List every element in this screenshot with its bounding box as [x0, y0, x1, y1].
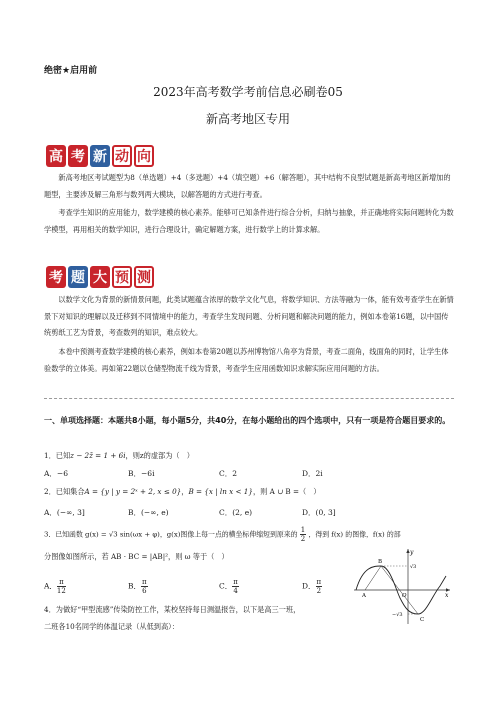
option-label: D． — [302, 581, 316, 591]
q2-option-b[interactable]: B．(−∞, e) — [128, 508, 169, 517]
option-label: B． — [128, 581, 142, 591]
q1-option-c[interactable]: C．2 — [219, 469, 238, 478]
q2-separator: ， — [181, 487, 189, 496]
divider — [44, 398, 454, 399]
page-subtitle: 新高考地区专用 — [205, 112, 290, 126]
q3-option-a[interactable] — [44, 578, 66, 595]
q2-option-c[interactable]: C．(2, e) — [219, 508, 253, 517]
q3-sine-graph — [352, 546, 452, 626]
q1-option-d[interactable]: D．2i — [302, 469, 323, 478]
question-3-stem-line1 — [44, 526, 401, 543]
q3-stem-continue: ，得到 f(x) 的图像，f(x) 的部 — [308, 530, 401, 539]
fraction-denominator: 4 — [233, 587, 238, 595]
banner-char: 测 — [134, 266, 154, 288]
banner-char: 预 — [112, 266, 132, 288]
q2-stem-end: ，则 A ∪ B =（ ） — [252, 487, 321, 496]
banner-char: 向 — [134, 145, 154, 167]
q1-option-b[interactable]: B．−6i — [128, 469, 155, 478]
y-axis-label: y — [410, 549, 414, 556]
question-2-stem — [44, 487, 321, 497]
q3-option-b[interactable] — [128, 578, 148, 595]
forecast-paragraph-2: 本卷中预测考查数学建模的核心素养，例如本卷第20题以苏州博物馆八角亭为背景，考查二面角，线面角的同时，让学生体验数学的立体美。再如第22题以仓储型物流千线为背景，考查学生应用函数知识求解实际应用问题的方法。 — [44, 347, 449, 373]
q1-stem-start: 1．已知 — [44, 451, 71, 460]
forecast-paragraph-1: 以数学文化为背景的新情景问题，此类试题蕴含浓厚的数学文化气息，将数学知识、方法等融为一体，能有效考查学生在新情景下对知识的理解以及迁移到不同情境中的能力，考查学生发现问题、分析问题和解决问题的能力，例如本卷第16题，以中国传统剪纸工艺为背景，考查数列的知识，难点较大。 — [44, 295, 454, 338]
fraction-numerator: π — [142, 578, 147, 586]
intro-paragraph-2: 考查学生知识的应用能力，数学建模的核心素养。能够可已知条件进行综合分析，归纳与抽象，并正确地将实际问题转化为数学模型，再用相关的数学知识，进行合理设计，确定解题方案，进行数学上的计算求解。 — [44, 208, 454, 234]
x-axis-label: x — [445, 592, 449, 599]
q2-option-d[interactable]: D．(0, 3] — [302, 508, 336, 517]
q3-half-fraction — [300, 526, 306, 543]
q1-option-a[interactable]: A．−6 — [44, 469, 68, 478]
intro-paragraph-1: 新高考地区考试题型为8（单选题）+4（多选题）+4（填空题）+6（解答题），其中结构不良型试题是新高考地区新增加的题型，主要涉及解三角形与数列两大模块，以解答题的方式进行考查。 — [44, 173, 451, 199]
q1-formula: z − 2z̄ = 1 + 6i — [70, 451, 126, 460]
banner-char: 大 — [90, 266, 110, 288]
section-heading: 一、单项选择题：本题共8小题，每小题5分，共40分，在每小题给出的四个选项中，只有一项是符合题目要求的。 — [44, 416, 451, 425]
q2-stem-start: 2．已知集合 — [44, 487, 85, 496]
page-title: 2023年高考数学考前信息必刷卷05 — [153, 85, 343, 99]
q2-option-a[interactable]: A．(−∞, 3] — [44, 508, 85, 517]
banner-char: 题 — [68, 266, 88, 288]
banner-char: 高 — [46, 145, 66, 167]
banner-char: 动 — [112, 145, 132, 167]
fraction-numerator: π — [316, 578, 322, 586]
fraction-numerator: 1 — [300, 526, 306, 534]
q3-stem-start: 3．已知函数 g(x) = √3 sin(ωx + φ)，g(x)图像上每一点的横坐标伸缩短到原来的 — [44, 530, 298, 539]
q2-set-a: A = {y | y = 2ˣ + 2, x ≤ 0} — [84, 487, 182, 496]
point-c-label: C — [420, 617, 425, 623]
q3-option-c[interactable] — [219, 578, 239, 595]
fraction-denominator: 2 — [316, 587, 322, 595]
banner-char: 新 — [90, 145, 110, 167]
fraction-denominator: 2 — [300, 535, 306, 543]
banner-char: 考 — [46, 266, 66, 288]
banner-char: 考 — [68, 145, 88, 167]
fraction-denominator: 6 — [142, 587, 147, 595]
point-b-label: B — [378, 559, 383, 565]
q3-option-d[interactable] — [302, 578, 322, 595]
question-4-stem-line2: 二班各10名同学的体温记录（从低到高）： — [44, 622, 179, 631]
y-max-label: √3 — [410, 564, 417, 570]
question-4-stem-line1: 4．为做好“甲型流感”传染防控工作，某校坚持每日测温报告，以下是高三一班， — [44, 605, 301, 614]
y-min-label: −√3 — [392, 612, 403, 618]
fraction-numerator: π — [233, 578, 238, 586]
q2-set-b: B = {x | ln x < 1} — [188, 487, 253, 496]
q1-stem-end: ，则z的虚部为（ ） — [125, 451, 194, 460]
fraction-numerator: π — [57, 578, 66, 587]
secret-label: 绝密★启用前 — [44, 66, 98, 76]
banner-new-trends — [46, 145, 154, 167]
question-1-stem — [44, 451, 194, 461]
point-a-label: A — [362, 593, 366, 599]
fraction-denominator: 12 — [56, 587, 66, 595]
option-label: A． — [44, 581, 57, 591]
option-label: C． — [219, 581, 233, 591]
origin-label: O — [402, 593, 407, 599]
question-3-stem-line2: 分图像如图所示，若 AB · BC = |AB|²，则 ω 等于（ ） — [44, 552, 229, 561]
banner-big-forecast — [46, 266, 154, 288]
